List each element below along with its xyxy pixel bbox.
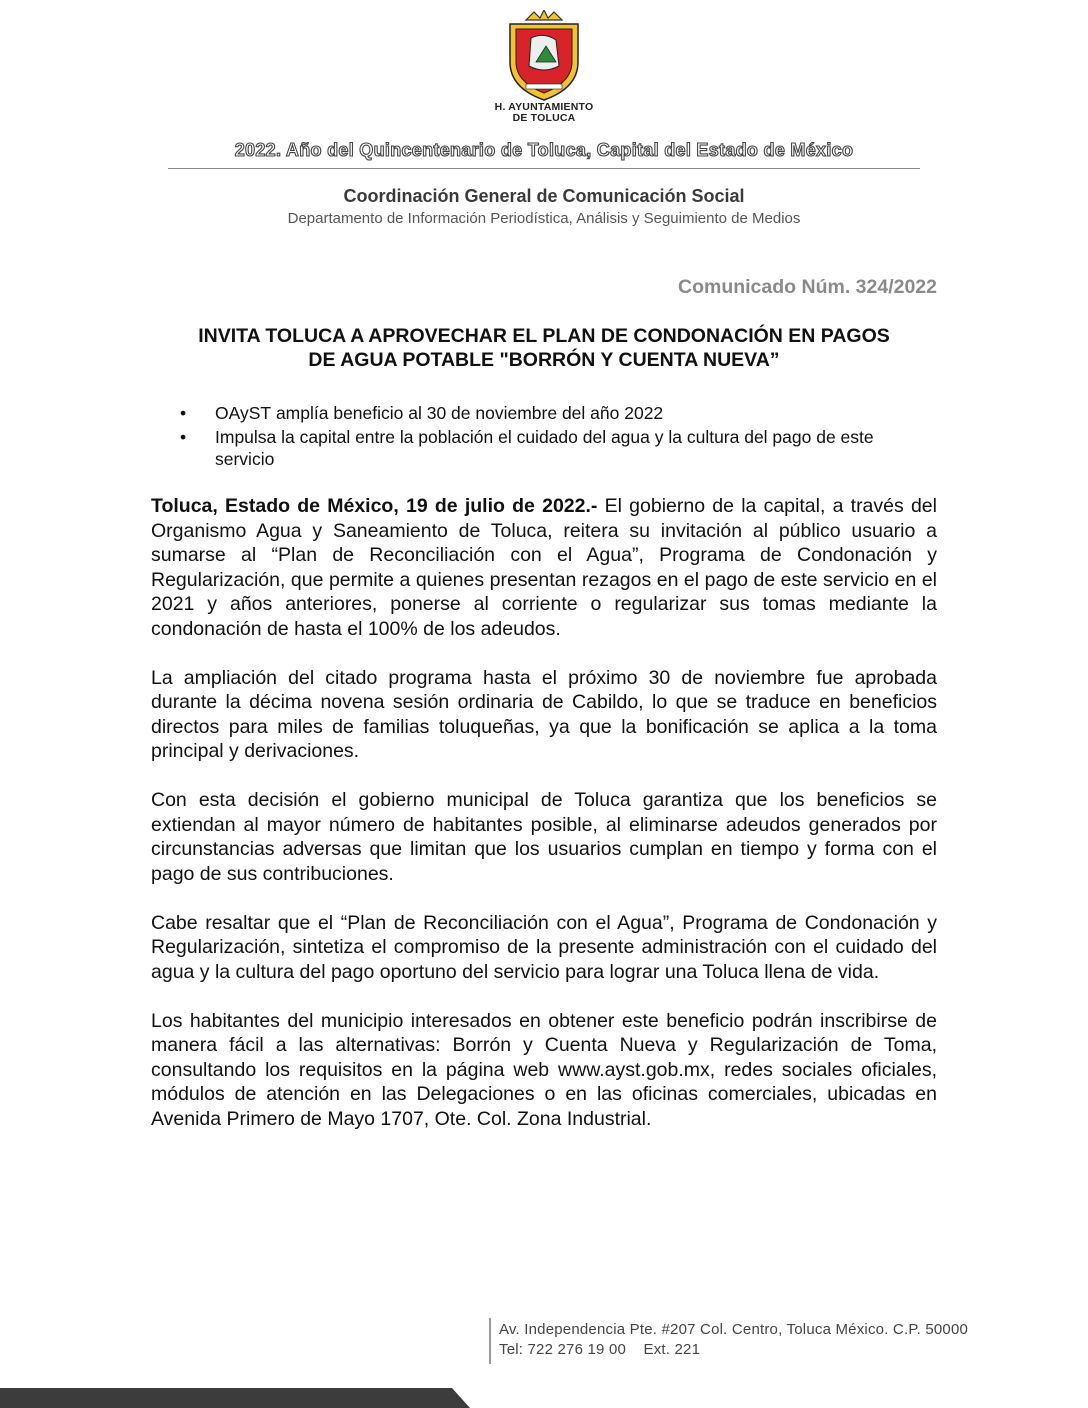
- header-divider: [168, 168, 920, 169]
- communique-number: Comunicado Núm. 324/2022: [677, 276, 937, 298]
- headline-line2: DE AGUA POTABLE "BORRÓN Y CUENTA NUEVA”: [308, 349, 780, 371]
- bullet-item: [180, 402, 920, 425]
- department-subtitle: Departamento de Información Periodística, Análisis y Seguimiento de Medios: [287, 210, 801, 227]
- bottom-decorative-band: [0, 1388, 470, 1408]
- article-body: [151, 494, 937, 1156]
- logo-text-line2: DE TOLUCA: [512, 112, 576, 124]
- year-motto: 2022. Año del Quincentenario de Toluca, Capital del Estado de México: [234, 140, 854, 160]
- paragraph-1: [151, 494, 937, 641]
- summary-bullets: [180, 402, 920, 472]
- paragraph-4: Cabe resaltar que el “Plan de Reconciliación con el Agua”, Programa de Condonación y Regularización, sintetiza el compromiso de la presente administración con el cuidado del agua y la cultura del pago oportuno del servicio para lograr una Toluca llena de vida.: [151, 911, 937, 983]
- logo-text-line1: H. AYUNTAMIENTO: [494, 101, 594, 113]
- paragraph-5: Los habitantes del municipio interesados en obtener este beneficio podrán inscribirse de manera fácil a las alternativas: Borrón y Cuenta Nueva y Regularización de Toma, consultando los requisitos en la página web www.ayst.gob.mx, redes sociales oficiales, módulos de atención en las Delegaciones o en las oficinas comerciales, ubicadas en Avenida Primero de Mayo 1707, Ote. Col. Zona Industrial.: [151, 1009, 937, 1130]
- bullet-text: OAySТ amplía beneficio al 30 de noviembre del año 2022: [215, 403, 664, 423]
- paragraph-2: La ampliación del citado programa hasta el próximo 30 de noviembre fue aprobada durante la décima novena sesión ordinaria de Cabildo, lo que se traduce en beneficios directos para miles de familias toluqueñas, ya que la bonificación se aplica a la toma principal y derivaciones.: [151, 666, 937, 762]
- bullet-item: [180, 426, 920, 471]
- paragraph-3: Con esta decisión el gobierno municipal de Toluca garantiza que los beneficios se extiendan al mayor número de habitantes posible, al eliminarse adeudos generados por circunstancias adversas que limitan que los usuarios cumplan en tiempo y forma con el pago de sus contribuciones.: [151, 789, 937, 885]
- bullet-dot-icon: •: [180, 426, 187, 447]
- headline-line1: INVITA TOLUCA A APROVECHAR EL PLAN DE CONDONACIÓN EN PAGOS: [198, 325, 890, 347]
- toluca-seal-icon: [504, 10, 584, 102]
- coordination-title: Coordinación General de Comunicación Social: [343, 186, 745, 206]
- headline: [152, 324, 936, 372]
- bullet-dot-icon: •: [180, 403, 187, 423]
- dateline: Toluca, Estado de México, 19 de julio de 2022.-: [151, 495, 598, 517]
- footer-phone: Tel: 722 276 19 00 Ext. 221: [499, 1341, 701, 1358]
- bullet-text: Impulsa la capital entre la población el cuidado del agua y la cultura del pago de este servicio: [215, 426, 874, 469]
- footer-divider: [489, 1318, 491, 1364]
- footer-address: Av. Independencia Pte. #207 Col. Centro, Toluca México. C.P. 50000: [499, 1321, 969, 1338]
- municipal-logo: [0, 10, 1088, 124]
- paragraph-1-text: El gobierno de la capital, a través del Organismo Agua y Saneamiento de Toluca, reitera su invitación al público usuario a sumarse al “Plan de Reconciliación con el Agua”, Programa de Condonación y Regularización, que permite a quienes presentan rezagos en el pago de este servicio en el 2021 y años anteriores, ponerse al corriente o regularizar sus tomas mediante la condonación de hasta el 100% de los adeudos.: [151, 495, 937, 640]
